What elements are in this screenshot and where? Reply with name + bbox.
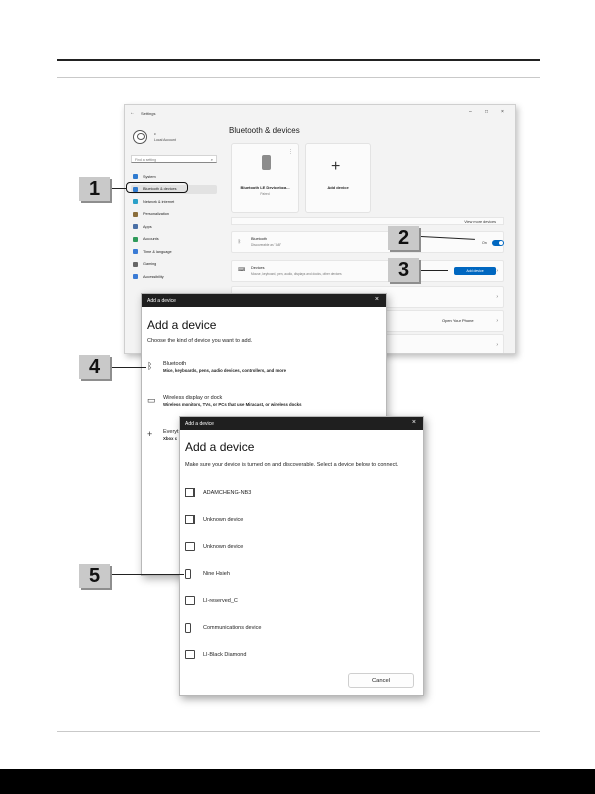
bluetooth-row	[231, 231, 504, 253]
dialog-bar-title: Add a device	[185, 421, 214, 427]
view-more-devices-link[interactable]: View more devices	[231, 217, 504, 225]
search-icon: ⌕	[210, 157, 213, 162]
sidebar-item[interactable]	[131, 210, 217, 219]
header-subrule	[57, 77, 540, 78]
sidebar-item[interactable]	[131, 222, 217, 231]
device-name: ADAMCHENG-NB3	[203, 490, 252, 496]
device-card-name: Bluetooth LE Devicebca...	[240, 185, 290, 190]
bluetooth-row-subtitle: Discoverable as "AB"	[251, 243, 282, 247]
dialog-titlebar	[142, 294, 386, 307]
callout-5-leader	[112, 574, 184, 575]
callout-1-leader	[112, 188, 127, 189]
settings-title: Settings	[141, 111, 156, 116]
bluetooth-row-title: Bluetooth	[251, 237, 268, 241]
sidebar-item[interactable]	[131, 172, 217, 181]
sidebar-item[interactable]	[131, 235, 217, 244]
chevron-right-icon: ›	[496, 342, 498, 348]
monitor-icon: ▭	[147, 395, 156, 405]
search-input[interactable]	[131, 155, 217, 163]
device-list-item[interactable]	[185, 485, 417, 505]
account-name: c	[154, 132, 156, 136]
device-name: Nine Hsieh	[203, 571, 230, 577]
callout-2: 2	[388, 226, 419, 250]
page-title: Bluetooth & devices	[229, 126, 300, 135]
device-list-item[interactable]	[185, 512, 417, 532]
open-your-phone-label: Open Your Phone	[442, 318, 474, 323]
add-device-card-label: Add device	[327, 185, 349, 190]
nav-icon	[133, 274, 138, 279]
phone-icon	[185, 623, 191, 633]
add-device-dialog-list	[179, 416, 424, 696]
device-name: LI-Black Diamond	[203, 652, 247, 658]
device-name: Unknown device	[203, 544, 244, 550]
chevron-right-icon: ›	[496, 268, 498, 274]
header-rule	[57, 59, 540, 61]
add-device-button[interactable]: Add device	[454, 267, 496, 275]
display-icon	[185, 542, 195, 551]
option-title: Wireless display or dock	[163, 395, 223, 401]
display-icon	[185, 650, 195, 659]
sidebar-item[interactable]	[131, 260, 217, 269]
devices-row-subtitle: Mouse, keyboard, pen, audio, displays and docks, other devices	[251, 272, 342, 276]
nav-icon	[133, 174, 138, 179]
keyboard-icon: ⌨	[238, 267, 246, 273]
callout-3: 3	[388, 258, 419, 282]
bluetooth-nav-highlight	[126, 182, 188, 193]
sidebar-item-label: Time & language	[143, 249, 172, 254]
sidebar-item[interactable]	[131, 272, 217, 281]
display-icon	[185, 596, 195, 605]
dialog-heading: Add a device	[185, 440, 255, 454]
sidebar-item[interactable]	[131, 197, 217, 206]
close-icon[interactable]: ×	[374, 296, 379, 303]
search-placeholder: Find a setting	[135, 157, 157, 162]
device-card[interactable]	[231, 143, 299, 213]
add-device-card[interactable]	[305, 143, 371, 213]
sidebar-item[interactable]	[131, 247, 217, 256]
nav-icon	[133, 224, 138, 229]
dialog-instruction: Choose the kind of device you want to add.	[147, 338, 253, 344]
callout-5: 5	[79, 564, 110, 588]
pc-icon	[185, 488, 195, 497]
avatar	[133, 130, 147, 144]
pc-icon	[185, 515, 195, 524]
option-title: Bluetooth	[163, 361, 187, 367]
bluetooth-state-label: On	[482, 240, 487, 245]
dialog-instruction: Make sure your device is turned on and discoverable. Select a device below to connect.	[185, 462, 399, 468]
bluetooth-icon: ᛒ	[238, 239, 242, 245]
bluetooth-icon: ᛒ	[147, 361, 153, 371]
nav-icon	[133, 237, 138, 242]
plus-icon: +	[331, 158, 341, 175]
callout-4-leader	[112, 367, 146, 368]
device-name: LI-reserved_C	[203, 598, 238, 604]
device-list-item[interactable]	[185, 647, 417, 667]
footer-bar	[0, 769, 595, 794]
bluetooth-option[interactable]	[147, 359, 383, 383]
nav-icon	[133, 199, 138, 204]
callout-3-leader	[421, 270, 448, 271]
sidebar-item-label: Apps	[143, 224, 152, 229]
device-list-item[interactable]	[185, 593, 417, 613]
sidebar-item-label: Network & internet	[143, 199, 175, 204]
back-arrow-icon[interactable]: ←	[130, 110, 135, 116]
sidebar-item-label: System	[143, 174, 156, 179]
wireless-display-option[interactable]	[147, 393, 383, 417]
close-icon[interactable]: ×	[411, 419, 416, 426]
callout-4: 4	[79, 355, 110, 379]
device-list-item[interactable]	[185, 620, 417, 640]
device-name: Communications device	[203, 625, 262, 631]
account-type: Local Account	[154, 138, 176, 142]
dialog-bar-title: Add a device	[147, 298, 176, 304]
sidebar-item-label: Gaming	[143, 262, 157, 266]
nav-icon	[133, 212, 138, 217]
more-options-icon[interactable]: ⋮	[288, 149, 293, 155]
option-subtitle: Mice, keyboards, pens, audio devices, controllers, and more	[163, 368, 286, 373]
chevron-right-icon: ›	[496, 318, 498, 324]
bluetooth-toggle[interactable]	[492, 240, 504, 246]
cancel-button[interactable]: Cancel	[348, 673, 414, 688]
option-subtitle: Xbox c	[163, 436, 178, 441]
plus-icon: +	[147, 429, 153, 439]
footer-rule	[57, 731, 540, 732]
device-name: Unknown device	[203, 517, 244, 523]
minimize-icon[interactable]: –	[469, 109, 472, 115]
sidebar-item-label: Personalization	[143, 212, 169, 216]
settings-titlebar	[125, 105, 515, 121]
chevron-right-icon: ›	[496, 294, 498, 300]
dialog-titlebar	[180, 417, 423, 430]
option-subtitle: Wireless monitors, TVs, or PCs that use Miracast, or wireless docks	[163, 402, 302, 407]
sidebar-item-label: Accounts	[143, 237, 159, 241]
close-icon[interactable]: ×	[501, 109, 504, 115]
sidebar-item-label: Accessibility	[143, 274, 164, 279]
option-title: Everyt	[163, 429, 179, 435]
device-list-item[interactable]	[185, 539, 417, 559]
callout-1: 1	[79, 177, 110, 201]
devices-row-title: Devices	[251, 266, 265, 270]
device-list-item[interactable]	[185, 566, 417, 586]
dialog-heading: Add a device	[147, 318, 217, 332]
speaker-icon	[262, 155, 271, 170]
nav-icon	[133, 249, 138, 254]
nav-icon	[133, 262, 138, 267]
sidebar-item-label: Bluetooth & devices	[143, 187, 177, 191]
device-card-status: Paired	[260, 192, 270, 196]
maximize-icon[interactable]: □	[485, 109, 489, 115]
phone-icon	[185, 569, 191, 579]
devices-row	[231, 260, 504, 282]
